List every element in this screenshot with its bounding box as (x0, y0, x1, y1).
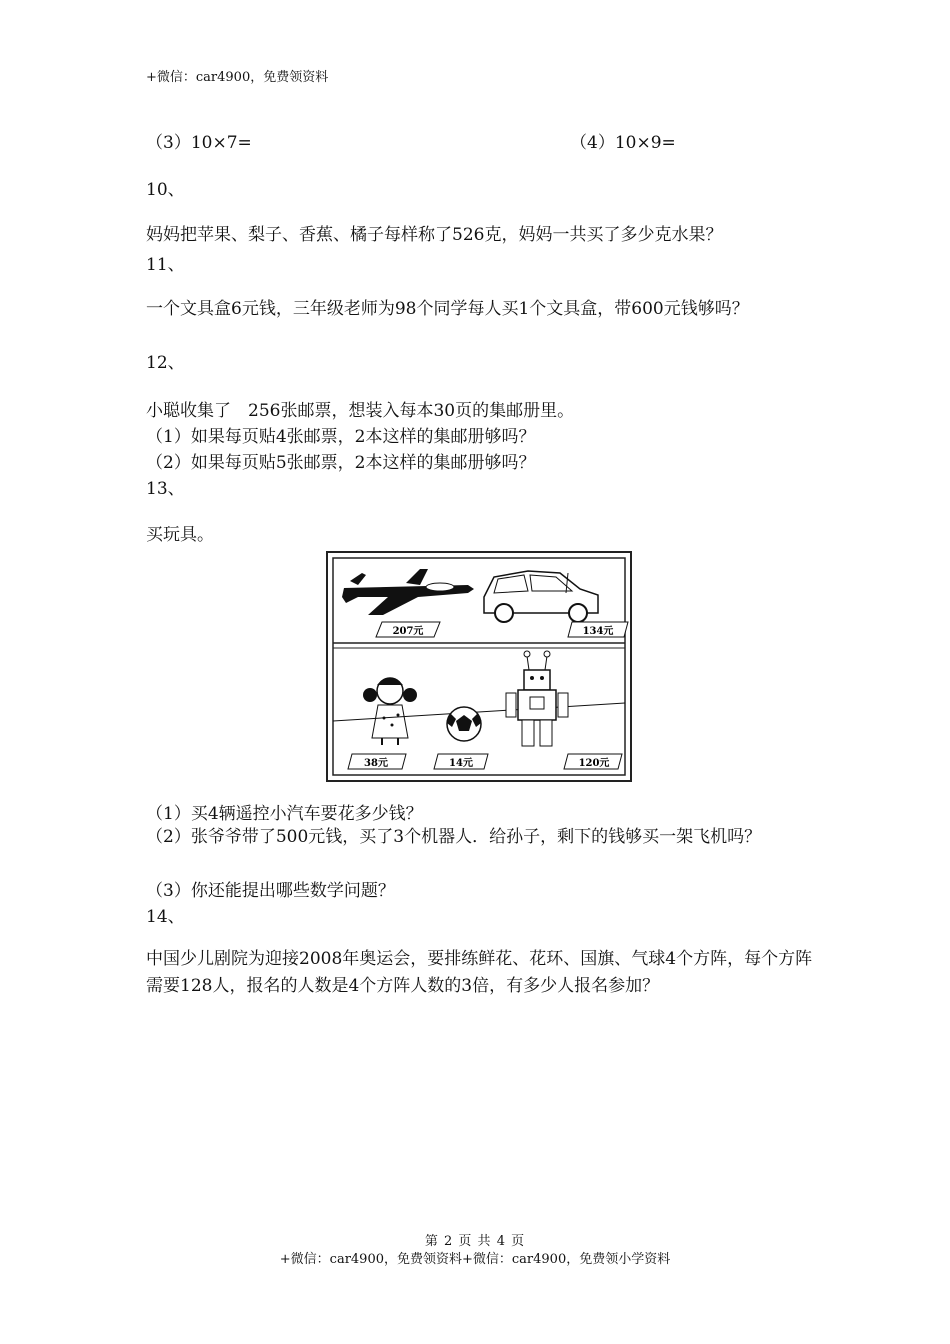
price-car: 134元 (582, 626, 614, 637)
price-ball: 14元 (449, 758, 473, 769)
q12-intro: 小聪收集了 256张邮票，想装入每本30页的集邮册里。 (146, 401, 575, 421)
doll-icon (363, 678, 417, 745)
q13-sub1: （1）买4辆遥控小汽车要花多少钱？ (146, 804, 423, 824)
robot-icon (506, 651, 568, 746)
q12-number: 12、 (146, 353, 185, 373)
q10-text: 妈妈把苹果、梨子、香蕉、橘子每样称了526克，妈妈一共买了多少克水果？ (146, 225, 723, 245)
price-doll: 38元 (364, 758, 388, 769)
price-plane: 207元 (392, 626, 424, 637)
q12-sub2: （2）如果每页贴5张邮票，2本这样的集邮册够吗？ (146, 453, 536, 473)
q13-number: 13、 (146, 479, 185, 499)
q9-item3: （3）10×7= (146, 133, 252, 153)
q13-sub3: （3）你还能提出哪些数学问题？ (146, 881, 395, 901)
q11-text: 一个文具盒6元钱，三年级老师为98个同学每人买1个文具盒，带600元钱够吗？ (146, 299, 749, 319)
q14-number: 14、 (146, 907, 185, 927)
soccer-ball-icon (447, 707, 481, 741)
q13-intro: 买玩具。 (146, 525, 214, 545)
q12-sub1: （1）如果每页贴4张邮票，2本这样的集邮册够吗？ (146, 427, 536, 447)
header-watermark: +微信：car4900，免费领资料 (146, 70, 329, 85)
price-robot: 120元 (578, 758, 610, 769)
page-number: 第 2 页 共 4 页 (424, 1234, 526, 1249)
q11-number: 11、 (146, 255, 185, 275)
airplane-icon (342, 569, 474, 615)
footer-watermark: +微信：car4900，免费领资料+微信：car4900，免费领小学资料 (279, 1252, 671, 1267)
toys-illustration (326, 551, 632, 782)
q10-number: 10、 (146, 180, 185, 200)
q14-text: 中国少儿剧院为迎接2008年奥运会，要排练鲜花、花环、国旗、气球4个方阵，每个方阵需要128人，报名的人数是4个方阵人数的3倍，有多少人报名参加？ (146, 949, 813, 996)
q9-item4: （4）10×9= (570, 133, 676, 153)
q13-sub2: （2）张爷爷带了500元钱，买了3个机器人．给孙子，剩下的钱够买一架飞机吗？ (146, 827, 762, 847)
car-icon (484, 571, 598, 622)
